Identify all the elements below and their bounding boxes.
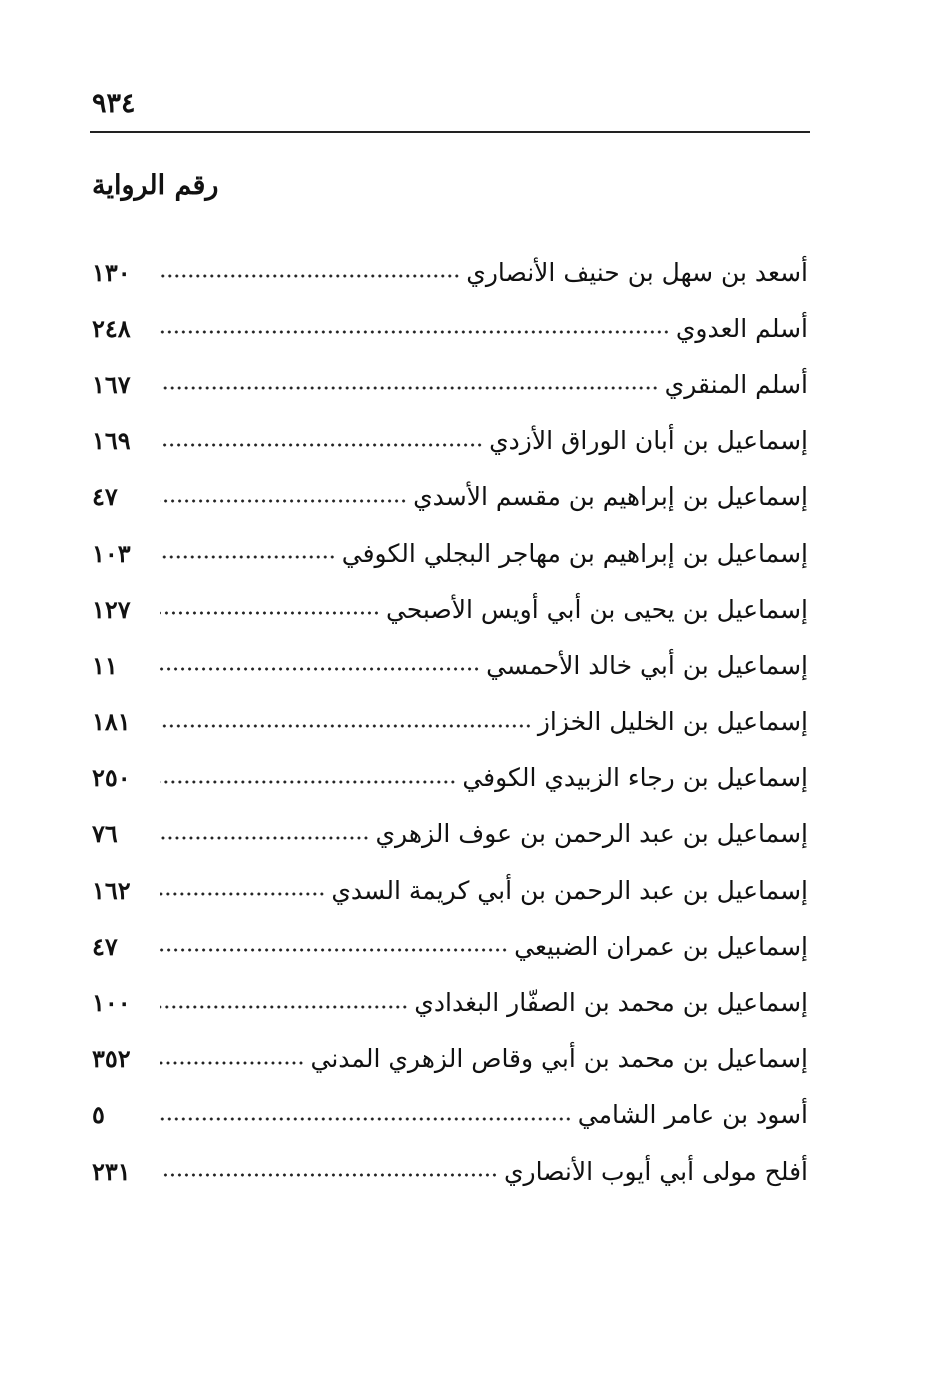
entry-number: ١٠٣ xyxy=(92,538,131,568)
dot-leader xyxy=(160,948,508,952)
entry-name: إسماعيل بن إبراهيم بن مقسم الأسدي xyxy=(413,482,808,512)
index-entry xyxy=(92,806,808,862)
entry-name: إسماعيل بن محمد بن الصفّار البغدادي xyxy=(414,988,808,1018)
entry-name: إسماعيل بن محمد بن أبي وقاص الزهري المدني xyxy=(310,1044,808,1074)
entry-number: ١٢٧ xyxy=(92,594,131,624)
entry-name: أسود بن عامر الشامي xyxy=(577,1100,808,1130)
index-entry xyxy=(92,469,808,525)
entry-name: إسماعيل بن رجاء الزبيدي الكوفي xyxy=(462,763,808,793)
dot-leader xyxy=(160,499,407,503)
entry-number: ٢٣١ xyxy=(92,1156,131,1186)
entry-number: ١٦٩ xyxy=(92,426,131,456)
index-entry xyxy=(92,525,808,581)
entry-name: إسماعيل بن الخليل الخزاز xyxy=(537,707,808,737)
dot-leader xyxy=(160,1005,408,1009)
index-entry xyxy=(92,356,808,412)
entry-name: إسماعيل بن عبد الرحمن بن أبي كريمة السدي xyxy=(331,875,808,905)
index-entry xyxy=(92,581,808,637)
index-entries xyxy=(92,244,808,1199)
entry-name: أسلم المنقري xyxy=(664,369,808,399)
entry-name: إسماعيل بن أبان الوراق الأزدي xyxy=(489,426,808,456)
dot-leader xyxy=(160,780,456,784)
index-entry xyxy=(92,694,808,750)
dot-leader xyxy=(160,330,670,334)
dot-leader xyxy=(160,611,380,615)
entry-number: ١٨١ xyxy=(92,707,131,737)
entry-name: أفلح مولى أبي أيوب الأنصاري xyxy=(503,1156,808,1186)
index-entry xyxy=(92,637,808,693)
entry-name: إسماعيل بن يحيى بن أبي أويس الأصبحي xyxy=(385,594,808,624)
index-entry xyxy=(92,244,808,300)
entry-number: ١٣٠ xyxy=(92,257,131,287)
index-entry xyxy=(92,413,808,469)
index-entry xyxy=(92,1143,808,1199)
index-entry xyxy=(92,974,808,1030)
index-entry xyxy=(92,1031,808,1087)
entry-name: إسماعيل بن عمران الضبيعي xyxy=(514,931,808,961)
dot-leader xyxy=(160,667,480,671)
entry-number: ١٠٠ xyxy=(92,988,131,1018)
index-entry xyxy=(92,862,808,918)
entry-name: إسماعيل بن أبي خالد الأحمسي xyxy=(486,650,808,680)
dot-leader xyxy=(160,1117,572,1121)
dot-leader xyxy=(160,1061,304,1065)
index-entry xyxy=(92,918,808,974)
index-entry xyxy=(92,300,808,356)
header-rule xyxy=(90,131,810,133)
dot-leader xyxy=(160,443,483,447)
entry-name: إسماعيل بن إبراهيم بن مهاجر البجلي الكوفي xyxy=(341,538,808,568)
entry-number: ١٦٢ xyxy=(92,875,131,905)
dot-leader xyxy=(160,836,369,840)
dot-leader xyxy=(160,274,460,278)
dot-leader xyxy=(160,555,336,559)
entry-number: ١٦٧ xyxy=(92,369,131,399)
entry-number: ٤٧ xyxy=(92,931,118,961)
entry-number: ١١ xyxy=(92,650,118,680)
index-entry xyxy=(92,750,808,806)
entry-number: ٢٤٨ xyxy=(92,313,131,343)
column-header: رقم الرواية xyxy=(92,170,219,201)
entry-number: ٥ xyxy=(92,1100,105,1130)
entry-number: ٧٦ xyxy=(92,819,118,849)
entry-number: ٣٥٢ xyxy=(92,1044,131,1074)
entry-name: أسلم العدوي xyxy=(675,313,808,343)
dot-leader xyxy=(160,724,532,728)
page-number: ٩٣٤ xyxy=(92,88,136,119)
entry-name: إسماعيل بن عبد الرحمن بن عوف الزهري xyxy=(375,819,808,849)
entry-number: ٢٥٠ xyxy=(92,763,131,793)
dot-leader xyxy=(160,892,325,896)
entry-name: أسعد بن سهل بن حنيف الأنصاري xyxy=(466,257,808,287)
index-entry xyxy=(92,1087,808,1143)
dot-leader xyxy=(160,1173,498,1177)
dot-leader xyxy=(160,386,659,390)
entry-number: ٤٧ xyxy=(92,482,118,512)
